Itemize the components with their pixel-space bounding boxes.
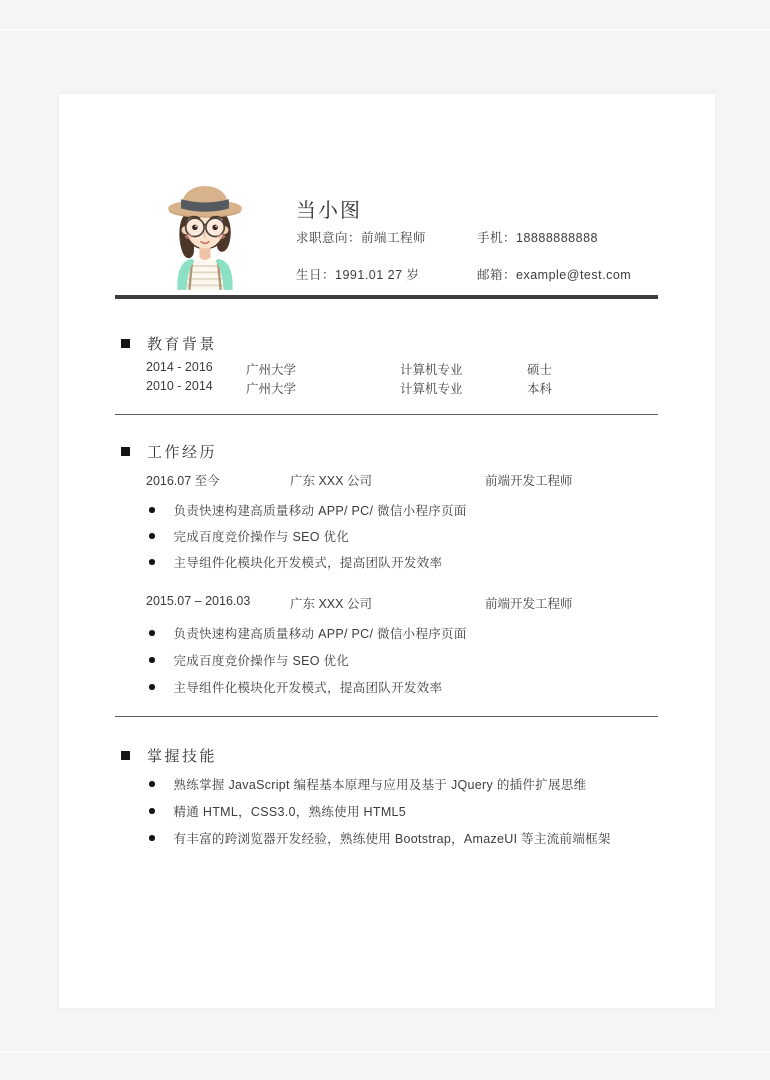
- bullet-dot-icon: [149, 684, 155, 690]
- bullet-dot-icon: [149, 559, 155, 565]
- job-header-row: [59, 594, 715, 610]
- skill-bullet-text: 有丰富的跨浏览器开发经验，熟练使用 Bootstrap，AmazeUI 等主流前端框架: [173, 832, 611, 846]
- viewer-top-divider: [0, 29, 770, 30]
- phone-label: 手机：: [477, 231, 517, 245]
- field-job-intent: [296, 228, 426, 246]
- job-intent-label: 求职意向：: [296, 231, 362, 245]
- field-phone: [477, 228, 598, 246]
- skill-bullet: [149, 775, 586, 793]
- edu-degree: 硕士: [527, 363, 553, 377]
- job-period: 2016.07 至今: [146, 474, 220, 488]
- email-value: example@test.com: [516, 268, 632, 282]
- bullet-dot-icon: [149, 657, 155, 663]
- edu-degree: 本科: [527, 382, 553, 396]
- job-intent-value: 前端工程师: [361, 231, 427, 245]
- section-header-work: [121, 442, 217, 460]
- section-divider: [115, 414, 658, 415]
- edu-school: 广州大学: [246, 382, 297, 396]
- job-role: 前端开发工程师: [485, 597, 573, 611]
- email-label: 邮箱：: [477, 268, 517, 282]
- edu-period: 2014 - 2016: [146, 360, 213, 374]
- edu-period: 2010 - 2014: [146, 379, 213, 393]
- section-marker-icon: [121, 751, 130, 760]
- job-bullet: [149, 527, 349, 545]
- skill-bullet-text: 精通 HTML，CSS3.0，熟练使用 HTML5: [173, 805, 407, 819]
- job-bullet-text: 主导组件化模块化开发模式，提高团队开发效率: [173, 556, 443, 570]
- bullet-dot-icon: [149, 507, 155, 513]
- job-period: 2015.07 – 2016.03: [146, 594, 251, 608]
- bullet-dot-icon: [149, 533, 155, 539]
- edu-major: 计算机专业: [400, 382, 463, 396]
- education-row: [59, 379, 715, 395]
- skill-bullet-text: 熟练掌握 JavaScript 编程基本原理与应用及基于 JQuery 的插件扩展思维: [173, 778, 587, 792]
- bullet-dot-icon: [149, 808, 155, 814]
- skills-section-title: 掌握技能: [147, 747, 218, 765]
- avatar: [159, 184, 251, 290]
- education-section-title: 教育背景: [147, 335, 218, 353]
- job-company: 广东 XXX 公司: [290, 474, 372, 488]
- bullet-dot-icon: [149, 835, 155, 841]
- birthday-value: 1991.01 27 岁: [335, 268, 420, 282]
- birthday-label: 生日：: [296, 268, 336, 282]
- skill-bullet: [149, 829, 611, 847]
- avatar-illustration-icon: [159, 184, 251, 290]
- viewer-bottom-divider: [0, 1052, 770, 1053]
- education-row: [59, 360, 715, 376]
- edu-major: 计算机专业: [400, 363, 463, 377]
- job-bullet: [149, 651, 349, 669]
- section-header-education: [121, 334, 217, 352]
- field-birthday: [296, 265, 420, 283]
- job-bullet-text: 主导组件化模块化开发模式，提高团队开发效率: [173, 681, 443, 695]
- job-bullet: [149, 624, 467, 642]
- header-divider: [115, 295, 658, 299]
- section-marker-icon: [121, 339, 130, 348]
- job-bullet: [149, 553, 442, 571]
- skill-bullet: [149, 802, 406, 820]
- section-marker-icon: [121, 447, 130, 456]
- section-header-skills: [121, 746, 217, 764]
- edu-school: 广州大学: [246, 363, 297, 377]
- job-bullet-text: 负责快速构建高质量移动 APP/ PC/ 微信小程序页面: [173, 627, 467, 641]
- job-role: 前端开发工程师: [485, 474, 573, 488]
- job-bullet: [149, 678, 442, 696]
- phone-value: 18888888888: [516, 231, 598, 245]
- bullet-dot-icon: [149, 781, 155, 787]
- job-bullet-text: 负责快速构建高质量移动 APP/ PC/ 微信小程序页面: [173, 504, 467, 518]
- field-email: [477, 265, 631, 283]
- job-bullet-text: 完成百度竞价操作与 SEO 优化: [173, 654, 350, 668]
- job-bullet-text: 完成百度竞价操作与 SEO 优化: [173, 530, 350, 544]
- job-bullet: [149, 501, 467, 519]
- job-company: 广东 XXX 公司: [290, 597, 372, 611]
- section-divider: [115, 716, 658, 717]
- candidate-name: 当小图: [296, 200, 362, 222]
- resume-page: [59, 94, 715, 1008]
- work-section-title: 工作经历: [147, 443, 218, 461]
- job-header-row: [59, 471, 715, 487]
- bullet-dot-icon: [149, 630, 155, 636]
